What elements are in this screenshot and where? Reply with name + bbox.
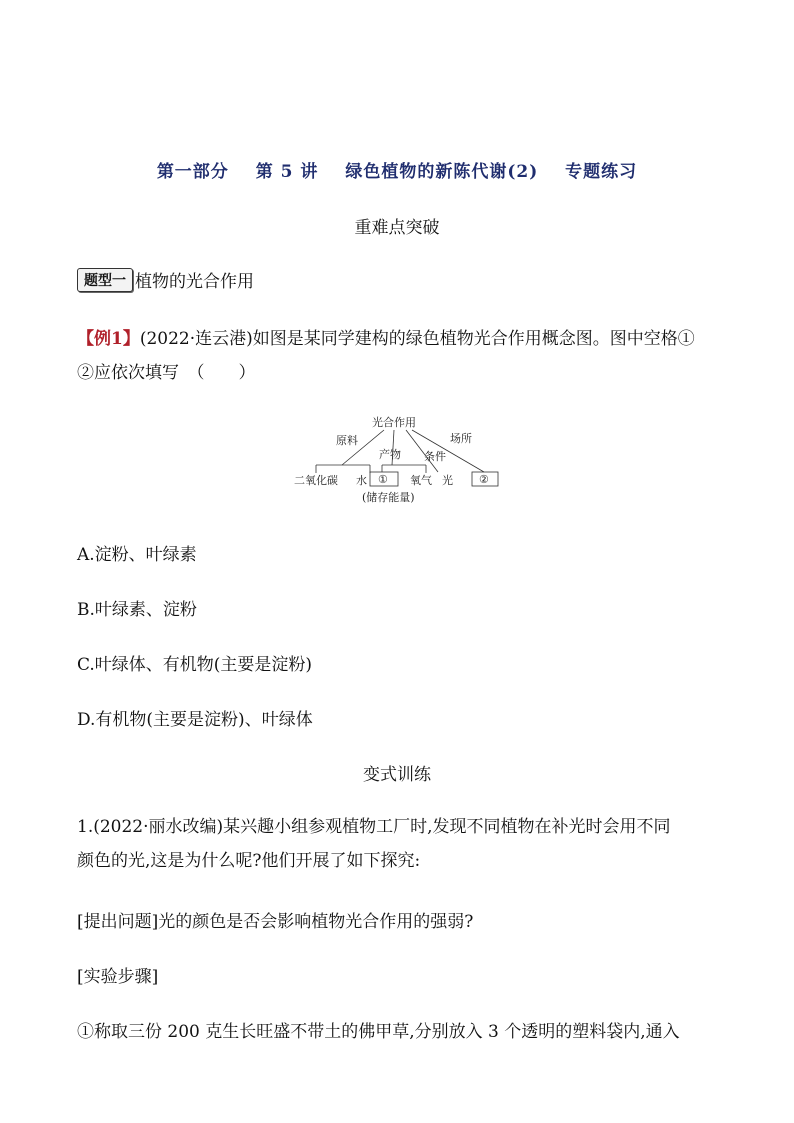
diagram-branch-raw: 原料 (336, 434, 358, 447)
diagram-box2-label: ② (479, 473, 489, 486)
variant-heading: 变式训练 (363, 765, 431, 785)
diagram-branch-condition: 条件 (424, 450, 446, 463)
diagram-leaf-light: 光 (442, 474, 453, 487)
example-stem-line2: ②应依次填写 （ ） (77, 363, 256, 383)
question1-line1: 1.(2022·丽水改编)某兴趣小组参观植物工厂时,发现不同植物在补光时会用不同 (77, 817, 671, 837)
title-part: 第一部分 (156, 162, 229, 182)
option-d: D.有机物(主要是淀粉)、叶绿体 (77, 710, 313, 730)
example-stem-line1: (2022·连云港)如图是某同学建构的绿色植物光合作用概念图。图中空格① (139, 329, 695, 349)
title-lecture: 第 5 讲 (255, 162, 319, 182)
type-row (77, 267, 254, 292)
question1-problem: [提出问题]光的颜色是否会影响植物光合作用的强弱? (77, 912, 474, 932)
type-title: 植物的光合作用 (135, 272, 254, 292)
question1-stem (77, 810, 727, 878)
diagram-note: (储存能量) (362, 491, 415, 504)
diagram-root: 光合作用 (372, 416, 416, 429)
example-stem (77, 322, 727, 390)
diagram-leaf-co2: 二氧化碳 (294, 474, 338, 487)
diagram-branch-place: 场所 (450, 432, 472, 445)
section-heading: 重难点突破 (354, 218, 440, 238)
diagram-leaf-water: 水 (356, 474, 367, 487)
example-label: 【例1】 (77, 329, 140, 349)
type-badge: 题型一 (77, 268, 133, 292)
diagram-leaf-oxygen: 氧气 (410, 474, 432, 487)
option-b: B.叶绿素、淀粉 (77, 600, 197, 620)
question1-step1: ①称取三份 200 克生长旺盛不带土的佛甲草,分别放入 3 个透明的塑料袋内,通入 (77, 1022, 680, 1042)
question1-steps-label: [实验步骤] (77, 967, 159, 987)
question1-line2: 颜色的光,这是为什么呢?他们开展了如下探究: (77, 851, 421, 871)
title-topic: 绿色植物的新陈代谢(2) (345, 162, 539, 182)
diagram-box1-label: ① (378, 473, 388, 486)
option-c: C.叶绿体、有机物(主要是淀粉) (77, 655, 313, 675)
page-title (0, 157, 794, 182)
diagram-branch-product: 产物 (379, 448, 401, 461)
concept-diagram (292, 410, 512, 510)
title-kind: 专题练习 (565, 162, 638, 182)
option-a: A.淀粉、叶绿素 (77, 545, 197, 565)
